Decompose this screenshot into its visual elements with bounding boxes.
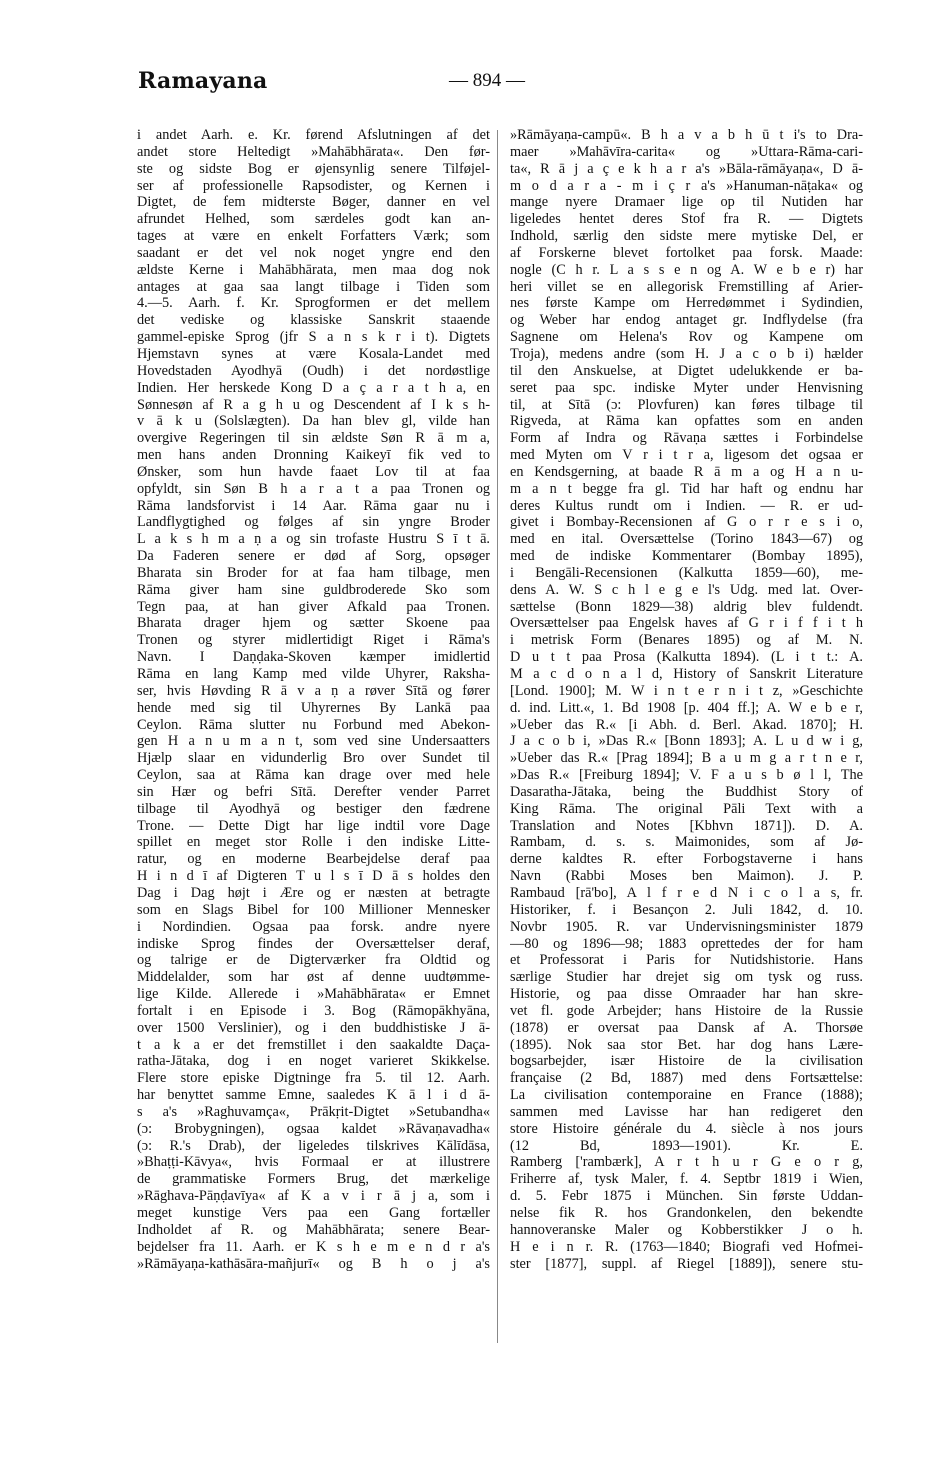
right-column-line: Form af Indra og Rāvaṇa sættes i Forbindelse	[510, 430, 863, 447]
right-column-line: Friherre af, tysk Maler, f. 4. Septbr 1819 i Wien,	[510, 1171, 863, 1188]
right-column-line: J a c o b i, »Das R.« [Bonn 1893]; A. L u d w i g,	[510, 733, 863, 750]
left-column-line: sin Hær og befri Sītā. Derefter vender Parret	[137, 783, 490, 800]
left-column-line: overgive Regeringen til sin ældste Søn R ā m a,	[137, 430, 490, 447]
right-column-line: deres Kultus rundt om i Indien. — R. er ud-	[510, 497, 863, 514]
left-column-line: t a k a er det fremstillet i den saakaldte Daça-	[137, 1036, 490, 1053]
left-column-line: meget kunstige Vers paa een Gang fortæller	[137, 1205, 490, 1221]
right-column-line: Translation and Notes [Kbhvn 1871]). D. A.	[510, 817, 863, 834]
left-column-line: over 1500 Verslinier), og i den buddhistiske J ā-	[137, 1019, 490, 1036]
right-column-line: H e i n r. R. (1763—1840; Biografi ved Hofmei-	[510, 1238, 863, 1255]
right-column-line: La civilisation contemporaine en France (1888);	[510, 1087, 863, 1104]
right-column-line: Rigveda, at Rāma kan opfattes som en anden	[510, 413, 863, 430]
left-column-line: Navn. I Daṇḍaka-Skoven kæmper imidlertid	[137, 649, 490, 666]
left-column-line: indiske Sprog findes der Oversættelser deraf,	[137, 935, 490, 952]
right-column-line: —80 og 1896—98; 1883 oprettedes der for ham	[510, 935, 863, 952]
left-column-line: Bharata sin Broder for at faa ham tilbage, men	[137, 564, 490, 581]
right-column-line: særlige Studier har drejet sig om tysk og russ.	[510, 969, 863, 986]
left-column-line: Rāma en lang Kamp med vilde Uhyrer, Raksha-	[137, 666, 490, 682]
left-column-line: Indien. Her herskede Kong D a ç a r a t h a, en	[137, 379, 490, 396]
right-column-line: Rambaud [rā'bo], A l f r e d N i c o l a s, fr.	[510, 884, 863, 901]
left-column-line: Hjælp slaar en vidunderlig Bro over Sundet til	[137, 750, 490, 767]
right-column-line: sammen med Lavisse har han redigeret den	[510, 1103, 863, 1120]
left-column-line: Flere store episke Digtninge fra 5. til 12. Aarh.	[137, 1070, 490, 1087]
left-column-line: (ɔ: Brobygningen), ogsaa kaldet »Rāvaṇavadha«	[137, 1120, 490, 1137]
right-column-line: en Kendsgerning, at baade R ā m a og H a n u-	[510, 463, 863, 480]
right-column-line: ster [1877], suppl. af Riegel [1889]), senere stu-	[510, 1255, 863, 1272]
right-column-line: Novbr 1905. R. var Undervisningsminister 1879	[510, 918, 863, 935]
left-column-line: Middelalder, som har øst af denne uudtømme-	[137, 969, 490, 986]
right-column-line: mange nyere Dramaer lige op til Nutiden har	[510, 194, 863, 211]
right-column-line: Indhold, særlig den sidste mere mytiske Del, er	[510, 228, 863, 245]
left-column-line: »Rāmāyaṇa-kathāsāra-mañjurī« og B h o j a's	[137, 1255, 490, 1272]
right-column-line: vet fl. gode Arbejder; hans Histoire de la Russie	[510, 1002, 863, 1019]
right-column-line: i metrisk Form (Benares 1895) og af M. N.	[510, 632, 863, 649]
left-column-line: Bharata drager hjem og sætter Skoene paa	[137, 615, 490, 632]
left-column-line: ratur, og en moderne Bearbejdelse deraf paa	[137, 851, 490, 868]
left-column-line: de grammatiske Formers Brug, det mærkelige	[137, 1171, 490, 1188]
left-column-line: opfyldt, sin Søn B h a r a t a paa Tronen og	[137, 480, 490, 497]
left-column-line: Indholdet af R. og Mahābhārata; senere Bear-	[137, 1221, 490, 1238]
right-column-line: Dasaratha-Jātaka, being the Buddhist Story of	[510, 783, 863, 800]
right-column-line: seret paa spc. indiske Myter under Henvisning	[510, 379, 863, 396]
right-column-line: nelse fik R. hos Grandonkelen, den bekendte	[510, 1205, 863, 1221]
left-column-line: Sønnesøn af R a g h u og Descendent af I k s h-	[137, 396, 490, 413]
running-head-title: Ramayana	[138, 68, 268, 94]
right-column-line: heri villet se en allegorisk Fremstilling af Arier-	[510, 278, 863, 295]
left-column-line: gen H a n u m a n t, som ved sine Undersaatters	[137, 733, 490, 750]
left-column-line: Hjemstavn synes at være Kosala-Landet med	[137, 345, 490, 362]
left-column-line: fortalt i en Episode i 3. Bog (Rāmopākhyāna,	[137, 1002, 490, 1019]
left-column-line: tages at være en enkelt Forfatters Værk; som	[137, 228, 490, 245]
right-column-line: med Myten om V r i t r a, ligesom det ogsaa er	[510, 447, 863, 464]
right-column-line: française (2 Bd, 1887) med dens Fortsættelse:	[510, 1070, 863, 1087]
right-column-line: ligeledes hentet deres Stof fra R. — Digtets	[510, 211, 863, 228]
right-column-line: Historiker, f. i Besançon 2. Juli 1842, d. 10.	[510, 901, 863, 918]
left-column-line: ser, hvis Høvding R ā v a ṇ a røver Sītā og fører	[137, 682, 490, 699]
left-column-line: Ceylon. Rāma slutter nu Forbund med Abekon-	[137, 716, 490, 733]
right-column-line: m o d a r a - m i ç r a's »Hanuman-nāṭaka« og	[510, 177, 863, 194]
right-column-line: givet i Bombay-Recensionen af G o r r e s i o,	[510, 514, 863, 531]
left-column-line: H i n d ī af Digteren T u l s ī D ā s holdes den	[137, 868, 490, 885]
left-column-line: lige Kilde. Allerede i »Mahābhārata« er Emnet	[137, 986, 490, 1003]
right-column-line: d. ind. Litt.«, 1. Bd 1908 [p. 404 ff.]; A. W e b e r,	[510, 699, 863, 716]
right-column-line: »Rāmāyaṇa-campū«. B h a v a b h ū t i's to Dra-	[510, 127, 863, 143]
left-column-line: Ønsker, som hun havde faaet Lov til at faa	[137, 463, 490, 480]
right-column-line: Ramberg ['rambærk], A r t h u r G e o r g,	[510, 1154, 863, 1171]
left-column-line: »Bhaṭṭi-Kāvya«, hvis Formaal er at illustrere	[137, 1154, 490, 1171]
left-column-line: Tronen og styrer midlertidigt Riget i Rāma's	[137, 632, 490, 649]
right-column-line: (12 Bd, 1893—1901). Kr. E.	[510, 1137, 863, 1154]
left-column-line: Hovedstaden Ayodhyā (Oudh) i det nordøstlige	[137, 362, 490, 379]
column-divider	[497, 130, 498, 1343]
right-column-line: dens A. W. S c h l e g e l's Udg. med lat. Over-	[510, 581, 863, 598]
right-column-line: til den Anskuelse, at Digtet udelukkende er ba-	[510, 362, 863, 379]
left-column-line: s a's »Raghuvamça«, Prākṛit-Digtet »Setubandha«	[137, 1103, 490, 1120]
right-column-line: derne kaldtes R. efter Forbogstaverne i hans	[510, 851, 863, 868]
left-column-line: Rāma giver ham sine guldbroderede Sko som	[137, 581, 490, 598]
right-column-line: et Professorat i Paris for Nutidshistorie. Hans	[510, 952, 863, 969]
left-column-line: gammel-episke Sprog (jfr S a n s k r i t). Digtets	[137, 329, 490, 346]
left-column-line: i Nordindien. Ogsaa paa forsk. andre nyere	[137, 918, 490, 935]
left-column-line: ratha-Jātaka, dog i en noget varieret Skikkelse.	[137, 1053, 490, 1070]
right-column-line: med en ital. Oversættelse (Torino 1843—67) og	[510, 531, 863, 548]
right-column-line: sættelse (Bonn 1829—38) aldrig blev fuldendt.	[510, 598, 863, 615]
right-column-line: til, at Sītā (ɔ: Plovfuren) kan føres tilbage til	[510, 396, 863, 413]
left-column-line: 4.—5. Aarh. f. Kr. Sprogformen er det mellem	[137, 295, 490, 312]
left-column-line: Tegn paa, at han giver Afkald paa Tronen.	[137, 598, 490, 615]
left-column-line: Da Faderen senere er død af Sorg, opsøger	[137, 548, 490, 565]
left-column-line: tilbage til Ayodhyā og bestiger den fædrene	[137, 800, 490, 817]
right-column-line: Historie, og paa disse Omraader har han skre-	[510, 986, 863, 1003]
left-column-line: v ā k u (Solslægten). Da han blev gl, vilde han	[137, 413, 490, 430]
left-column-line: ser af professionelle Rapsodister, og Kernen i	[137, 177, 490, 194]
left-column-line: hende med sig til Uhyrernes By Lankā paa	[137, 699, 490, 716]
left-column-line: Rāma landsforvist i 14 Aar. Rāma gaar nu i	[137, 497, 490, 514]
right-column-line: og Weber har endog antaget gr. Indflydelse (fra	[510, 312, 863, 329]
right-column-line: »Ueber das R.« [i Abh. d. Berl. Akad. 1870]; H.	[510, 716, 863, 733]
right-column-line: af Forskerne blevet fortolket paa forsk. Maade:	[510, 244, 863, 261]
right-column-line: ta«, R ā j a ç e k h a r a's »Bāla-rāmāyaṇa«, D ā-	[510, 160, 863, 177]
right-column-line: d. 5. Febr 1875 i München. Sin første Uddan-	[510, 1188, 863, 1205]
left-column-line: Landflygtighed og følges af sin yngre Broder	[137, 514, 490, 531]
page-number: — 894 —	[449, 70, 525, 91]
right-column-line: D u t t paa Prosa (Kalkutta 1894). (L i t t.: A.	[510, 649, 863, 666]
right-column-line: [Lond. 1900]; M. W i n t e r n i t z, »Geschichte	[510, 682, 863, 699]
right-column-line: M a c d o n a l d, History of Sanskrit Literature	[510, 666, 863, 682]
left-column-line: som en Slags Bibel for 100 Millioner Mennesker	[137, 901, 490, 918]
left-column-line: Dag i Dag højt i Ære og er næsten at betragte	[137, 884, 490, 901]
left-column-line: det vediske og klassiske Sanskrit staaende	[137, 312, 490, 329]
left-column-line: spillet en meget stor Rolle i den indiske Litte-	[137, 834, 490, 851]
right-column-line: Oversættelser paa Engelsk haves af G r i f f i t h	[510, 615, 863, 632]
left-text-column	[137, 127, 490, 1272]
right-column-line: maer »Mahāvīra-carita« og »Uttara-Rāma-cari-	[510, 143, 863, 160]
left-column-line: har benyttet samme Emne, saaledes K ā l i d ā-	[137, 1087, 490, 1104]
right-column-line: King Rāma. The original Pāli Text with a	[510, 800, 863, 817]
right-column-line: (1895). Nok saa stor Bet. har dog hans Lære-	[510, 1036, 863, 1053]
right-column-line: Sagnene om Helena's Rov og Kampene om	[510, 329, 863, 346]
left-column-line: antages at gaa saa langt tilbage i Tiden som	[137, 278, 490, 295]
right-column-line: Troja), medens andre (som H. J a c o b i) hælder	[510, 345, 863, 362]
right-column-line: bogsarbejder, især Histoire de la civilisation	[510, 1053, 863, 1070]
right-column-line: store Histoire générale du 4. siècle à nos jours	[510, 1120, 863, 1137]
right-text-column	[510, 127, 863, 1272]
left-column-line: men hans anden Dronning Kaikeyī fik ved to	[137, 447, 490, 464]
left-column-line: ældste Kerne i Mahābhārata, men maa dog nok	[137, 261, 490, 278]
right-column-line: »Ueber das R.« [Prag 1894]; B a u m g a r t n e r,	[510, 750, 863, 767]
left-column-line: L a k s h m a ṇ a og sin trofaste Hustru S ī t ā.	[137, 531, 490, 548]
right-column-line: Rambam, d. s. s. Maimonides, som af Jø-	[510, 834, 863, 851]
left-column-line: bejdelser fra 11. Aarh. er K s h e m e n d r a's	[137, 1238, 490, 1255]
right-column-line: Navn (Rabbi Moses ben Maimon). J. P.	[510, 868, 863, 885]
left-column-line: (ɔ: R.'s Drab), der ligeledes tilskrives Kālīdāsa,	[137, 1137, 490, 1154]
left-column-line: Digtet, de fem midterste Bøger, danner en vel	[137, 194, 490, 211]
left-column-line: ste og sidste Bog er øjensynlig senere Tilføjel-	[137, 160, 490, 177]
left-column-line: og talrige er de Digterværker fra Oldtid og	[137, 952, 490, 969]
right-column-line: i Bengāli-Recensionen (Kalkutta 1859—60), me-	[510, 564, 863, 581]
left-column-line: i andet Aarh. e. Kr. førend Afslutningen af det	[137, 127, 490, 143]
left-column-line: saadant er det vel nok noget yngre end den	[137, 244, 490, 261]
right-column-line: nes første Kampe om Herredømmet i Sydindien,	[510, 295, 863, 312]
left-column-line: Trone. — Dette Digt har lige indtil vore Dage	[137, 817, 490, 834]
left-column-line: »Rāghava-Pāṇḍavīya« af K a v i r ā j a, som i	[137, 1188, 490, 1205]
left-column-line: Ceylon, saa at Rāma kan drage over med hele	[137, 767, 490, 784]
right-column-line: med de indiske Kommentarer (Bombay 1895),	[510, 548, 863, 565]
right-column-line: m a n t begge fra gl. Tid har haft og endnu har	[510, 480, 863, 497]
right-column-line: (1878) er oversat paa Dansk af A. Thorsøe	[510, 1019, 863, 1036]
right-column-line: hannoveranske Maler og Kobberstikker J o h.	[510, 1221, 863, 1238]
right-column-line: nogle (C h r. L a s s e n og A. W e b e r) har	[510, 261, 863, 278]
left-column-line: andet store Heltedigt »Mahābhārata«. Den før-	[137, 143, 490, 160]
right-column-line: »Das R.« [Freiburg 1894]; V. F a u s b ø l l, The	[510, 767, 863, 784]
left-column-line: afrundet Helhed, som særdeles godt kan an-	[137, 211, 490, 228]
